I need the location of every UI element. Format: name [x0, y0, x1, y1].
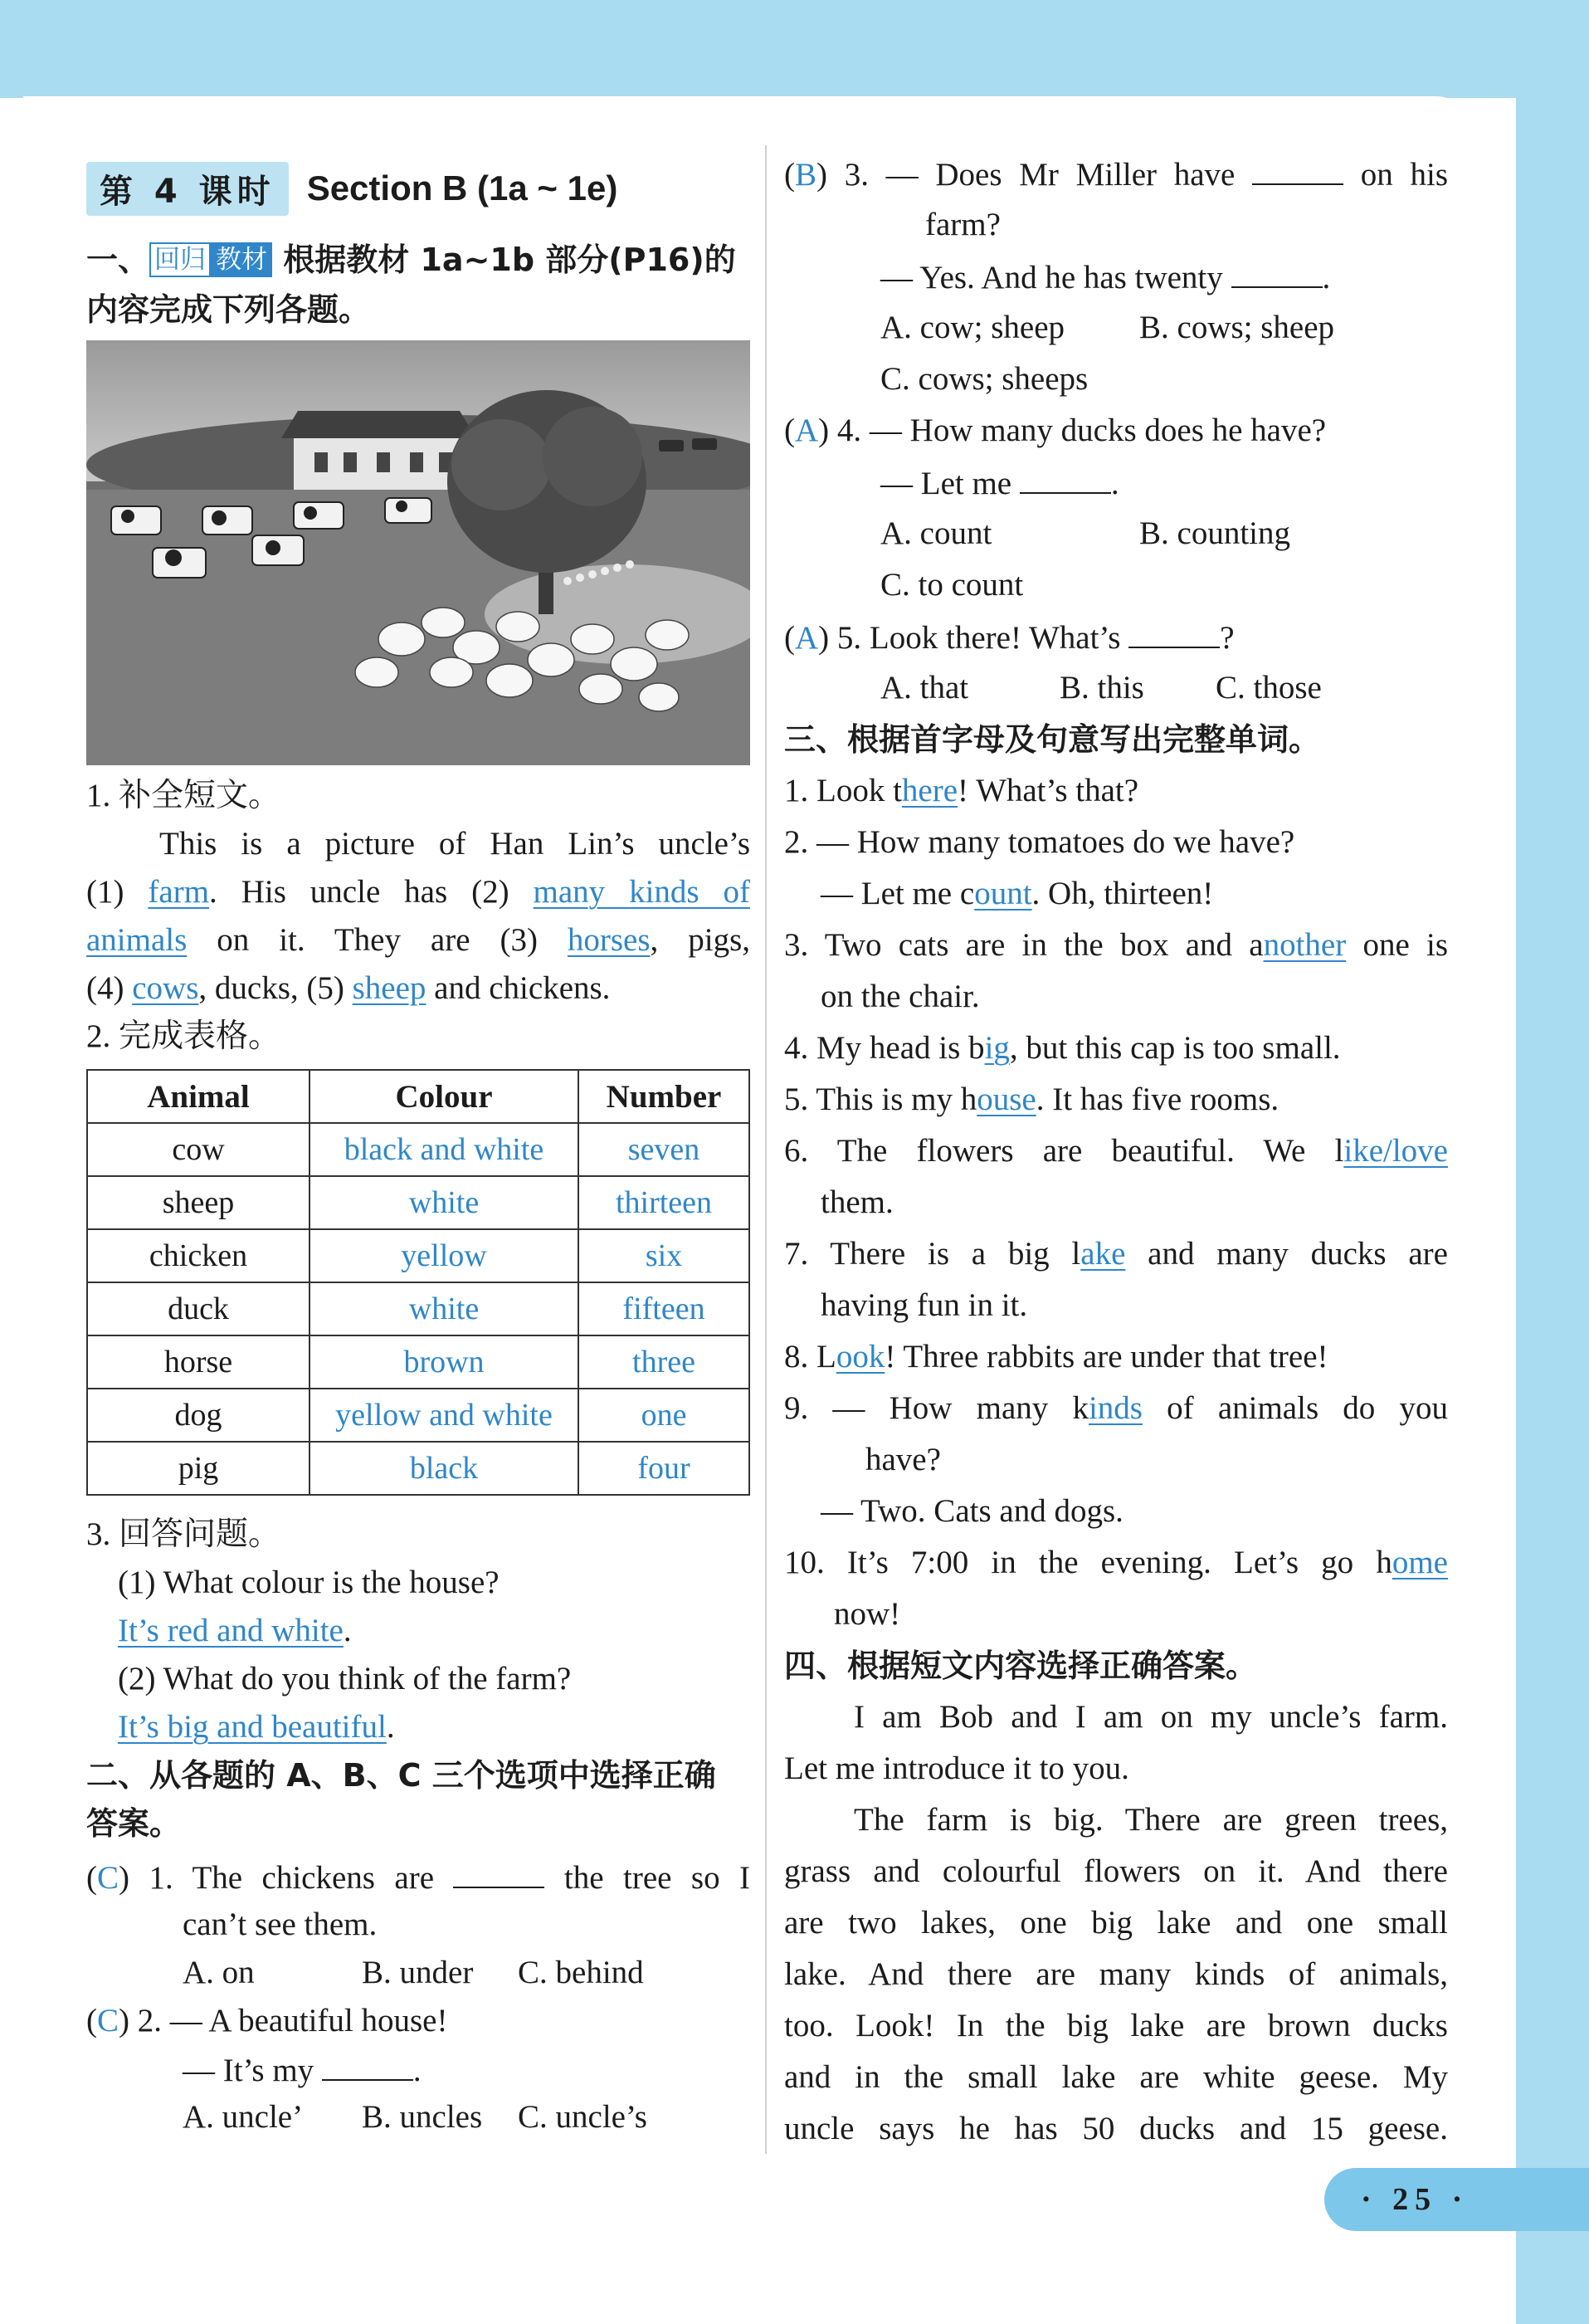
reading-line: and in the small lake are white geese. My: [784, 2059, 1448, 2095]
reading-line: lake. And there are many kinds of animals,: [784, 1956, 1448, 1992]
fill-item-7: [784, 1232, 1448, 1277]
mc4-option-a: A. count: [880, 515, 992, 551]
cell-number: three: [578, 1335, 749, 1389]
mc5-stem: 5. Look there! What’s: [836, 620, 1121, 656]
mc3-answer: B: [795, 157, 817, 193]
part1-number: 一、: [86, 242, 150, 278]
mc4-stem-line1: (A) 4. — How many ducks does he have?: [784, 413, 1327, 448]
mc3-stem-line3: — Yes. And he has twenty .: [880, 254, 1330, 300]
fill-text: 10. It’s 7:00 in the evening. Let’s go h: [784, 1545, 1392, 1580]
period: .: [343, 1613, 352, 1648]
page-number: · 25 ·: [1361, 2182, 1470, 2217]
lesson-title: [86, 161, 617, 216]
mc2-stem: — It’s my: [183, 2053, 314, 2088]
cell-colour: white: [310, 1176, 578, 1229]
table-row: [87, 1442, 749, 1495]
header-number: Number: [578, 1070, 749, 1123]
fill-text: ! What’s that?: [958, 773, 1139, 808]
fill-text: and many ducks are: [1125, 1236, 1448, 1272]
fill-answer: ount: [974, 876, 1032, 911]
q3-2-question: (2) What do you think of the farm?: [118, 1661, 572, 1697]
passage-text: (4): [86, 970, 133, 1006]
table-row: [87, 1176, 749, 1229]
fill-text: 9. — How many k: [784, 1390, 1089, 1426]
fill-item-4: [784, 1026, 1341, 1071]
mc1-stem: 1. The chickens are: [149, 1860, 435, 1896]
table-row: [87, 1389, 749, 1442]
cell-animal: cow: [87, 1123, 310, 1176]
fill-text: , but this cap is too small.: [1009, 1030, 1341, 1066]
fill-answer: inds: [1088, 1390, 1143, 1426]
part3-title: 三、根据首字母及句意写出完整单词。: [784, 721, 1321, 758]
mc5-option-c: C. those: [1216, 670, 1322, 706]
q3-2-answer: It’s big and beautiful: [118, 1709, 387, 1745]
mc3-stem: on his: [1360, 157, 1448, 193]
mc5-options: [880, 666, 1322, 710]
fill-item-10: [784, 1540, 1448, 1585]
fill-text: 7. There is a big l: [784, 1236, 1081, 1272]
q3-1-answer: It’s red and white: [118, 1613, 344, 1648]
passage-text: on it. They are (3): [187, 922, 568, 958]
column-divider: [765, 145, 767, 2154]
tag-review: 回归: [149, 242, 211, 277]
fill-item-1: [784, 769, 1138, 813]
fill-item-3: [784, 923, 1448, 968]
fill-answer: ouse: [977, 1081, 1036, 1117]
fill-answer: ake: [1080, 1236, 1126, 1272]
mc5-option-b: B. this: [1060, 670, 1144, 706]
passage-text: . His uncle has (2): [209, 874, 534, 910]
table-header-row: [87, 1070, 749, 1123]
mc4-options-line2: C. to count: [880, 567, 1024, 603]
mc4-option-b: B. counting: [1139, 515, 1290, 551]
fill-item-3-cont: on the chair.: [821, 979, 980, 1014]
mc3-stem-line1: (B) 3. — Does Mr Miller have on his: [784, 151, 1448, 198]
mc4-stem: — Let me: [880, 466, 1012, 501]
blank: [1128, 614, 1220, 648]
reading-line: The farm is big. There are green trees,: [854, 1802, 1448, 1838]
mc2-answer: C: [97, 2003, 119, 2038]
passage-line1: This is a picture of Han Lin’s uncle’s: [159, 826, 750, 862]
mc1-stem-line1: (C) 1. The chickens are the tree so I: [86, 1854, 750, 1901]
fill-item-2: 2. — How many tomatoes do we have?: [784, 824, 1295, 860]
fill-text: 6. The flowers are beautiful. We l: [784, 1133, 1344, 1169]
q2-label: 2. 完成表格。: [86, 1018, 281, 1054]
fill-text: . Oh, thirteen!: [1031, 876, 1214, 911]
mc4-stem-line2: — Let me .: [880, 460, 1119, 506]
section-label: Section B (1a ~ 1e): [306, 168, 618, 208]
cell-number: six: [578, 1229, 749, 1282]
mc5-stem: ?: [1220, 620, 1235, 656]
mc5-answer: A: [795, 620, 819, 656]
cell-animal: chicken: [87, 1229, 310, 1282]
cell-number: fifteen: [578, 1282, 749, 1335]
mc3-option-a: A. cow; sheep: [880, 310, 1065, 345]
passage-text: (1): [86, 874, 149, 910]
part1-title-line2: 内容完成下列各题。: [86, 291, 371, 328]
fill-item-2-reply: [821, 872, 1213, 916]
fill-text: 3. Two cats are in the box and a: [784, 927, 1264, 963]
animal-table: [86, 1069, 750, 1496]
reading-line: grass and colourful flowers on it. And there: [784, 1853, 1448, 1889]
table-row: [87, 1282, 749, 1335]
part1-title-text: 根据教材 1a~1b 部分(P16)的: [283, 242, 736, 278]
cell-animal: dog: [87, 1389, 310, 1442]
mc2-option-c: C. uncle’s: [518, 2099, 647, 2135]
fill-item-6-cont: them.: [821, 1184, 894, 1220]
reading-line: are two lakes, one big lake and one small: [784, 1905, 1448, 1941]
cell-number: seven: [578, 1123, 749, 1176]
part1-title-line1: [86, 237, 736, 282]
fill-answer: ig: [984, 1030, 1010, 1066]
passage-text: and chickens.: [426, 970, 611, 1006]
mc2-stem-line1: (C) 2. — A beautiful house!: [86, 2003, 448, 2038]
cell-animal: sheep: [87, 1176, 310, 1229]
top-decor-band: [0, 0, 1589, 98]
cell-colour: brown: [310, 1335, 578, 1389]
reading-line: Let me introduce it to you.: [784, 1750, 1129, 1786]
period: .: [386, 1709, 395, 1745]
q1-label: 1. 补全短文。: [86, 778, 281, 813]
answer-farm: farm: [148, 874, 210, 910]
part2-title-line2: 答案。: [86, 1805, 182, 1842]
mc4-stem: 4. — How many ducks does he have?: [836, 413, 1327, 448]
reading-line: uncle says he has 50 ducks and 15 geese.: [784, 2111, 1448, 2146]
fill-item-7-cont: having fun in it.: [821, 1287, 1028, 1323]
answer-sheep: sheep: [352, 970, 426, 1006]
mc1-stem: the tree so I: [563, 1860, 751, 1896]
mc5-option-a: A. that: [880, 670, 969, 706]
fill-item-9-reply: — Two. Cats and dogs.: [821, 1493, 1124, 1529]
mc3-options-line2: C. cows; sheeps: [880, 361, 1089, 397]
mc1-options: [183, 1950, 644, 1995]
mc3-stem-line2: farm?: [925, 207, 1001, 242]
header-colour: Colour: [310, 1070, 578, 1123]
q3-1-answer-line: [118, 1609, 352, 1653]
mc2-stem: 2. — A beautiful house!: [137, 2003, 448, 2038]
fill-text: ! Three rabbits are under that tree!: [885, 1339, 1328, 1374]
fill-text: 5. This is my h: [784, 1081, 977, 1117]
mc4-options-line1: [880, 511, 1290, 556]
fill-answer: ike/love: [1343, 1133, 1448, 1169]
mc2-option-a: A. uncle’: [183, 2099, 304, 2135]
fill-text: — Let me c: [821, 876, 975, 911]
q3-1-question: (1) What colour is the house?: [118, 1565, 500, 1600]
blank: [1231, 254, 1323, 288]
reading-line: too. Look! In the big lake are brown ducks: [784, 2008, 1448, 2043]
answer-cows: cows: [132, 970, 199, 1006]
cell-colour: black: [310, 1442, 578, 1495]
mc1-option-b: B. under: [362, 1955, 474, 1990]
passage-line3: [86, 918, 750, 963]
fill-item-9: [784, 1386, 1448, 1431]
fill-text: 4. My head is b: [784, 1030, 985, 1066]
cell-animal: horse: [87, 1335, 310, 1389]
mc1-stem-line2: can’t see them.: [183, 1907, 378, 1942]
answer-horses: horses: [567, 922, 651, 958]
fill-text: 8. L: [784, 1339, 836, 1374]
mc3-stem: — Yes. And he has twenty: [880, 260, 1223, 295]
mc2-option-b: B. uncles: [362, 2099, 483, 2135]
fill-answer: ome: [1392, 1545, 1448, 1580]
table-row: [87, 1123, 749, 1176]
right-decor-band: [1516, 0, 1589, 2324]
cell-number: four: [578, 1442, 749, 1495]
mc3-stem: 3. — Does Mr Miller have: [844, 157, 1236, 193]
fill-answer: ook: [836, 1339, 885, 1374]
cell-colour: yellow: [310, 1229, 578, 1282]
fill-item-10-cont: now!: [834, 1596, 901, 1632]
mc2-stem-line2: — It’s my .: [183, 2047, 422, 2093]
mc1-option-a: A. on: [183, 1955, 255, 1990]
q3-label: 3. 回答问题。: [86, 1516, 281, 1552]
farm-picture: [86, 340, 750, 765]
fill-answer: here: [901, 773, 958, 808]
passage-line2: [86, 870, 750, 915]
fill-text: one is: [1346, 927, 1449, 963]
passage-text: , pigs,: [650, 922, 750, 958]
mc2-options: [183, 2095, 647, 2140]
fill-item-6: [784, 1129, 1448, 1174]
table-row: [87, 1335, 749, 1389]
fill-text: 1. Look t: [784, 773, 902, 808]
blank: [453, 1854, 544, 1888]
cell-animal: duck: [87, 1282, 310, 1335]
mc3-option-b: B. cows; sheep: [1139, 310, 1335, 345]
table-row: [87, 1229, 749, 1282]
fill-text: of animals do you: [1142, 1390, 1448, 1426]
part4-title: 四、根据短文内容选择正确答案。: [784, 1648, 1258, 1684]
mc4-answer: A: [795, 413, 819, 448]
answer-animals: animals: [86, 922, 188, 958]
fill-item-5: [784, 1077, 1279, 1122]
cell-animal: pig: [87, 1442, 310, 1495]
mc5-stem-line1: (A) 5. Look there! What’s ?: [784, 614, 1235, 661]
passage-text: , ducks, (5): [198, 970, 353, 1006]
blank: [1020, 460, 1111, 494]
header-animal: Animal: [87, 1070, 310, 1123]
part2-title-line1: 二、从各题的 A、B、C 三个选项中选择正确: [86, 1757, 716, 1794]
cell-number: one: [578, 1389, 749, 1442]
blank: [322, 2047, 413, 2081]
tag-textbook: 教材: [211, 242, 272, 277]
q3-2-answer-line: [118, 1705, 395, 1750]
cell-colour: white: [310, 1282, 578, 1335]
mc1-option-c: C. behind: [518, 1955, 644, 1990]
answer-many-kinds: many kinds of: [533, 874, 750, 910]
cell-number: thirteen: [578, 1176, 749, 1229]
reading-line: I am Bob and I am on my uncle’s farm.: [854, 1699, 1448, 1735]
blank: [1252, 151, 1343, 185]
fill-text: . It has five rooms.: [1036, 1081, 1279, 1117]
fill-item-8: [784, 1335, 1328, 1379]
passage-line4: [86, 966, 610, 1011]
cell-colour: black and white: [310, 1123, 578, 1176]
fill-answer: nother: [1263, 927, 1347, 963]
lesson-badge: 第 4 课时: [86, 162, 289, 216]
mc3-options-line1: [880, 305, 1334, 350]
fill-item-9-cont: have?: [865, 1442, 941, 1477]
mc1-answer: C: [97, 1860, 119, 1896]
cell-colour: yellow and white: [310, 1389, 578, 1442]
